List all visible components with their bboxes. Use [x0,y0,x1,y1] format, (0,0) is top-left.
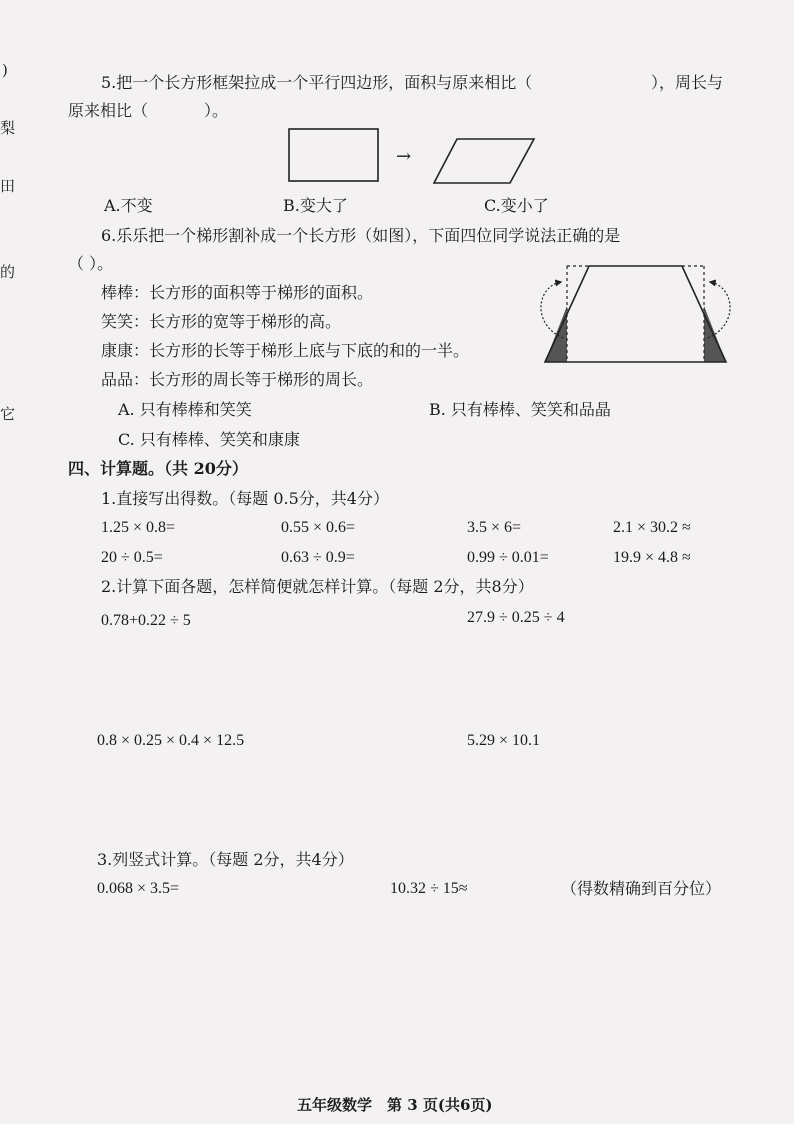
oral-calc-item: 0.55 × 0.6= [281,519,356,536]
precision-note: （得数精确到百分位） [561,879,722,898]
q6-statement-3: 康康：长方形的长等于梯形上底与下底的和的一半。 [101,341,470,360]
margin-char: 梨 [0,119,16,137]
section-heading: 四、计算题。（共 20分） [68,459,248,478]
q5-option-c: C.变小了 [484,196,549,215]
oral-calc-item: 3.5 × 6= [467,519,522,536]
vertical-calc-item: 10.32 ÷ 15≈ [390,880,468,897]
arrow-icon: → [396,146,412,167]
simplify-item: 0.8 × 0.25 × 0.4 × 12.5 [97,732,245,749]
q6-statement-4: 品品：长方形的周长等于梯形的周长。 [101,370,374,389]
margin-char: ) [2,61,8,79]
margin-char: 田 [0,177,16,195]
vertical-calc-item: 0.068 × 3.5= [97,880,180,897]
oral-calc-item: 20 ÷ 0.5= [101,549,163,566]
q3-title: 3.列竖式计算。（每题 2分，共4分） [97,850,354,869]
simplify-item: 27.9 ÷ 0.25 ÷ 4 [467,609,565,626]
oral-calc-item: 2.1 × 30.2 ≈ [613,519,691,536]
simplify-item: 5.29 × 10.1 [467,732,541,749]
trapezoid-figure [535,260,745,370]
simplify-item: 0.78+0.22 ÷ 5 [101,612,191,629]
q6-option-a: A. 只有棒棒和笑笑 [118,400,252,419]
oral-calc-item: 0.63 ÷ 0.9= [281,549,355,566]
q5-text-part4: ）。 [204,101,229,120]
oral-calc-item: 19.9 × 4.8 ≈ [613,549,691,566]
oral-calc-item: 1.25 × 0.8= [101,519,176,536]
margin-char: 它 [0,405,16,423]
q5-text-part2: ），周长与 [651,73,724,92]
q6-statement-1: 棒棒：长方形的面积等于梯形的面积。 [101,283,374,302]
q6-statement-2: 笑笑：长方形的宽等于梯形的高。 [101,312,342,331]
oral-calc-item: 0.99 ÷ 0.01= [467,549,549,566]
q1-title: 1.直接写出得数。（每题 0.5分，共4分） [101,489,389,508]
q6-text: 6.乐乐把一个梯形割补成一个长方形（如图），下面四位同学说法正确的是 [101,226,621,245]
q5-text-part3: 原来相比（ [68,101,149,120]
q2-title: 2.计算下面各题，怎样简便就怎样计算。（每题 2分，共8分） [101,577,534,596]
margin-char: 的 [0,263,16,281]
q5-option-b: B.变大了 [283,196,348,215]
q6-blank: （ ）。 [68,254,114,273]
q5-text-part1: 5.把一个长方形框架拉成一个平行四边形，面积与原来相比（ [101,73,533,92]
page-footer: 五年级数学 第 3 页(共6页) [297,1096,493,1114]
q5-option-a: A.不变 [104,196,153,215]
parallelogram-figure [433,138,573,198]
q6-option-c: C. 只有棒棒、笑笑和康康 [118,430,300,449]
q6-option-b: B. 只有棒棒、笑笑和品晶 [429,400,611,419]
